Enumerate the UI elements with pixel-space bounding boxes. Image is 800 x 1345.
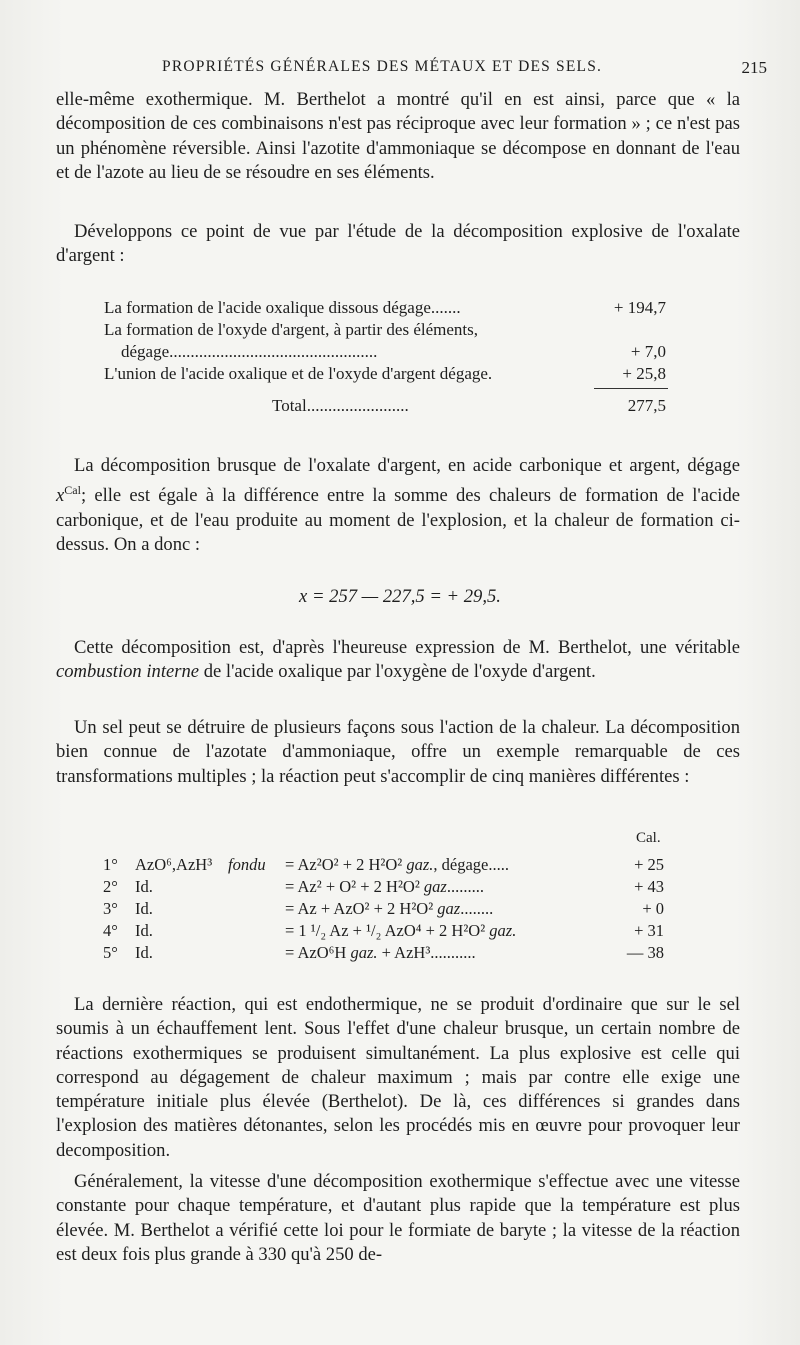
reaction-products-state: gaz	[437, 899, 461, 918]
paragraph-2: Développons ce point de vue par l'étude de la décomposition explosive de l'oxalate d'argent :	[56, 221, 740, 267]
reaction-products-formula: = Az² + O² + 2 H²O²	[285, 877, 424, 896]
reaction-products	[285, 855, 509, 875]
heat-row-2-label-a: La formation de l'oxyde d'argent, à partir des éléments,	[104, 320, 479, 339]
reaction-reactant: Id.	[135, 899, 153, 918]
heat-row-2-value: + 7,0	[630, 342, 666, 361]
reaction-products	[285, 899, 493, 919]
reaction-reactant: Id.	[135, 877, 153, 896]
reaction-number: 3°	[103, 899, 118, 918]
reaction-products-state: gaz.	[406, 855, 434, 874]
reaction-products-state: gaz	[423, 877, 447, 896]
paragraph-7: Généralement, la vitesse d'une décomposition exothermique s'effectue avec une vitesse constante pour chaque température, et d'autant plus rapide que la température est plus élevée. M. Berthelot a vérifié cette loi pour le formiate de baryte ; la vitesse de la réaction est deux fois plus grande à 330 qu'à 250 de-	[56, 1171, 740, 1265]
reaction-products-tail: ........	[460, 899, 494, 918]
paragraph-1: elle-même exothermique. M. Berthelot a montré qu'il en est ainsi, parce que « la décomposition de ces combinaisons n'est pas réciproque avec leur formation » ; ce n'est pas un phénomène réversible. Ainsi l'azotite d'ammoniaque se décompose en donnant de l'eau et de l'azote au lieu de se résoudre en ses éléments.	[56, 89, 740, 183]
reaction-reactant: Id.	[135, 943, 153, 962]
reaction-products	[285, 921, 516, 941]
running-title: PROPRIÉTÉS GÉNÉRALES DES MÉTAUX ET DES SELS.	[162, 58, 603, 75]
heat-row-3-value: + 25,8	[622, 364, 666, 383]
sum-rule	[594, 388, 668, 389]
reaction-heat-value: + 0	[642, 899, 664, 918]
reaction-products-tail: , dégage.....	[433, 855, 510, 874]
paragraph-4-text-b: de l'acide oxalique par l'oxygène de l'oxyde d'argent.	[199, 661, 596, 683]
reaction-products-tail: + AzH³...........	[377, 943, 476, 962]
heat-row-3-label: L'union de l'acide oxalique et de l'oxyde d'argent dégage.	[104, 364, 493, 383]
reaction-number: 5°	[103, 943, 118, 962]
paragraph-5: Un sel peut se détruire de plusieurs façons sous l'action de la chaleur. La décomposition bien connue de l'azotate d'ammoniaque, offre un exemple remarquable de ces transformations multiples ; la réaction peut s'accomplir de cinq manières différentes :	[56, 717, 740, 787]
page-number: 215	[741, 58, 767, 77]
reaction-reactant: Id.	[135, 921, 153, 940]
paragraph-4	[56, 636, 740, 685]
reaction-number: 4°	[103, 921, 118, 940]
reaction-products-state: gaz.	[489, 921, 517, 940]
heat-row-1-value: + 194,7	[613, 298, 666, 317]
heat-row-2-label-b: dégage.................................................	[121, 342, 378, 361]
reaction-heat-value: + 25	[634, 855, 664, 874]
reaction-products-formula: = Az²O² + 2 H²O²	[285, 855, 407, 874]
heat-row-1-label: La formation de l'acide oxalique dissous dégage.......	[104, 298, 461, 317]
emphasis-combustion-interne: combustion interne	[56, 661, 200, 683]
paragraph-6: La dernière réaction, qui est endothermique, ne se produit d'ordinaire que sur le sel soumis à un échauffement lent. Sous l'effet d'une chaleur brusque, un certain nombre de réactions exothermiques se produisent simultanément. La plus explosive est celle qui correspond au dégagement de chaleur maximum ; mais par contre elle exige une température initiale plus élevée (Berthelot). De là, ces différences si grandes dans l'explosion des matières détonantes, selon les procédés mis en œuvre pour provoquer leur decomposition.	[56, 994, 740, 1161]
equation-text: x = 257 — 227,5 = + 29,5.	[299, 586, 501, 607]
reaction-unit-header: Cal.	[636, 830, 661, 846]
reaction-products-formula: = Az + AzO² + 2 H²O²	[285, 899, 438, 918]
reaction-products	[285, 877, 484, 897]
reaction-products-formula: = AzO⁶H	[285, 943, 351, 962]
reaction-products-formula: = 1 ¹/₂ Az + ¹/₂ AzO⁴ + 2 H²O²	[285, 921, 490, 940]
reaction-number: 2°	[103, 877, 118, 896]
reaction-heat-value: — 38	[626, 943, 664, 962]
reaction-products-state: gaz.	[350, 943, 378, 962]
reaction-state: fondu	[228, 855, 266, 874]
reaction-number: 1°	[103, 855, 118, 874]
heat-unit-superscript: Cal	[64, 483, 81, 498]
heat-variable: x	[56, 485, 65, 507]
paragraph-4-text-a: Cette décomposition est, d'après l'heureuse expression de M. Berthelot, une véritable	[74, 637, 740, 658]
paragraph-3	[56, 454, 740, 557]
paragraph-3-text-a: La décomposition brusque de l'oxalate d'argent, en acide carbonique et argent, dégage	[74, 455, 740, 476]
reaction-products	[285, 943, 476, 963]
equation	[0, 586, 800, 608]
total-label: Total........................	[272, 396, 409, 415]
running-header	[162, 58, 767, 82]
total-value: 277,5	[627, 396, 666, 415]
reaction-products-tail: .........	[446, 877, 484, 896]
reaction-reactant: AzO⁶,AzH³	[135, 855, 213, 874]
paragraph-3-text-b: ; elle est égale à la différence entre la somme des chaleurs de formation de l'acide carbonique, et de l'eau produite au moment de l'explosion, et la chaleur de formation ci-dessus. On a donc :	[56, 485, 740, 556]
reaction-heat-value: + 31	[634, 921, 664, 940]
reaction-heat-value: + 43	[634, 877, 664, 896]
